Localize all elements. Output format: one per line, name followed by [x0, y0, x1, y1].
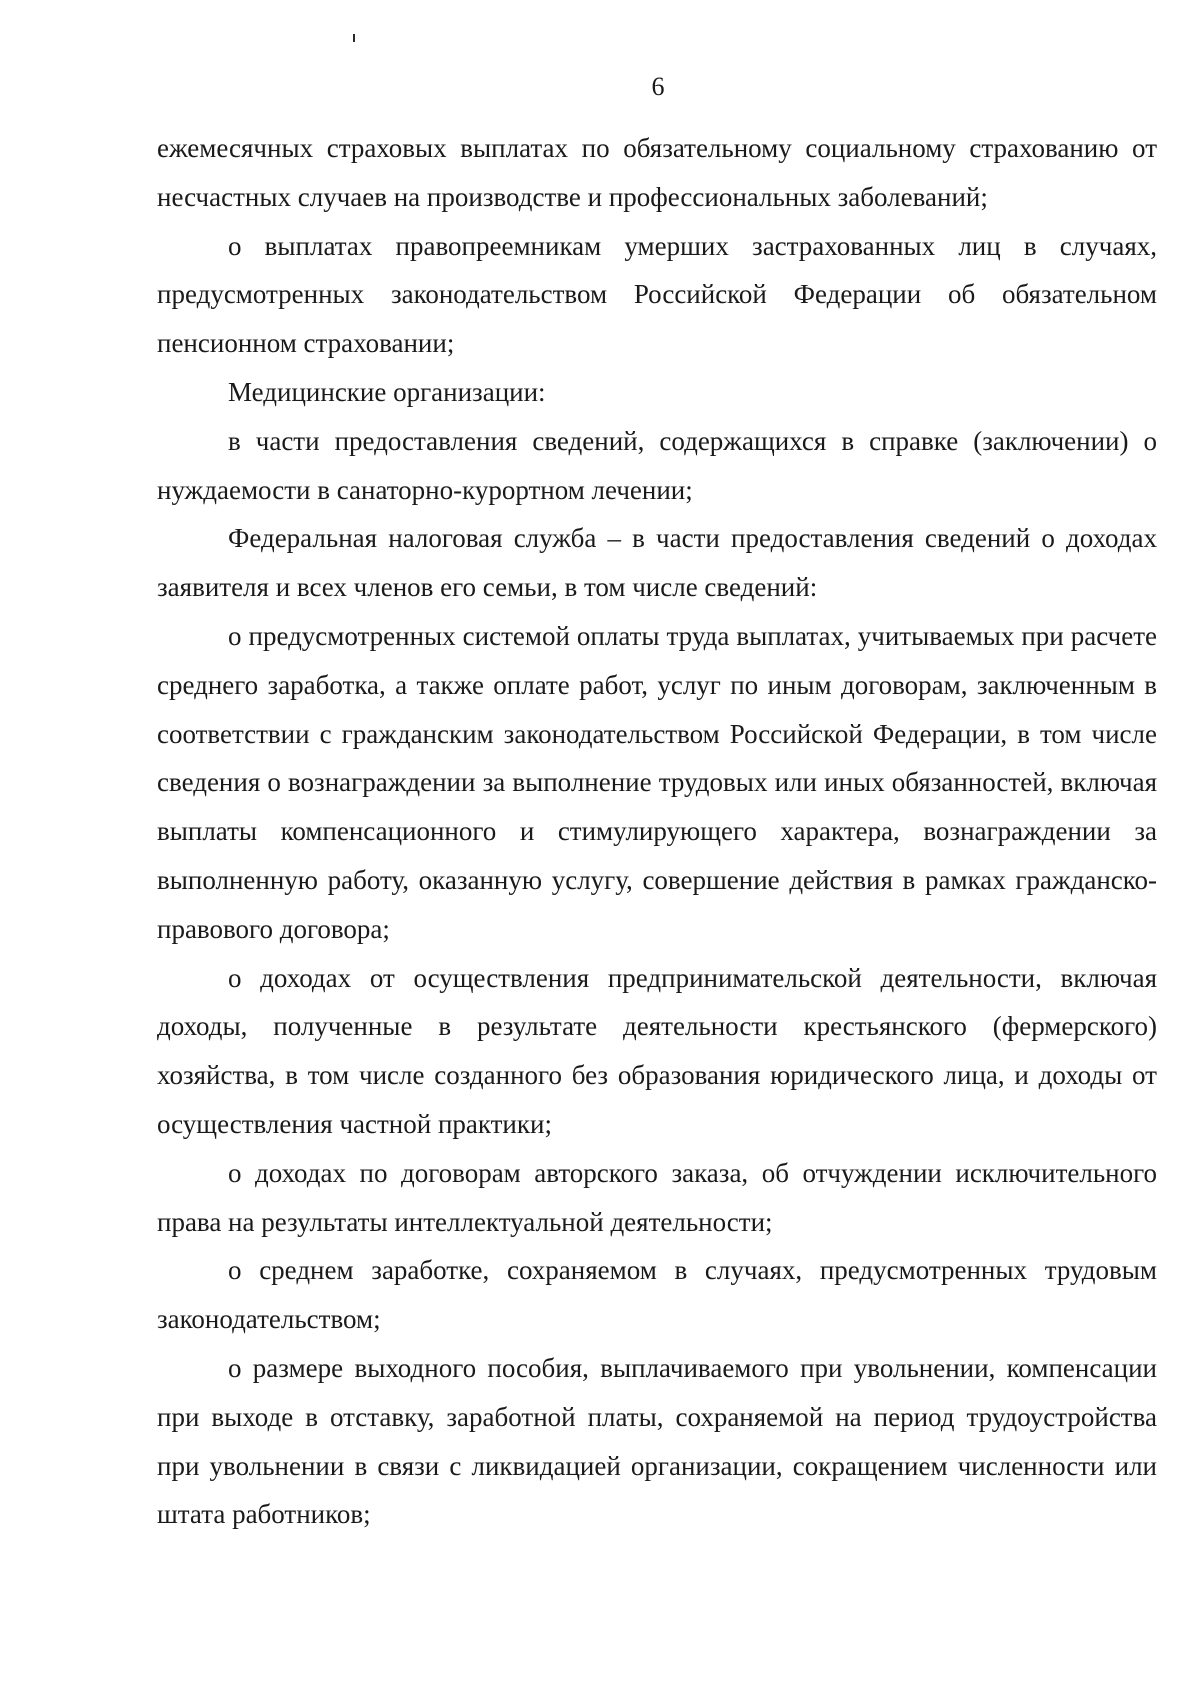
- page-number: 6: [651, 72, 665, 101]
- paragraph-7: о доходах от осуществления предпринимательской деятельности, включая доходы, полученные в результате деятельности крестьянского (фермерского) хозяйства, в том числе созданного без образования юридического лица, и доходы от осуществления частной практики;: [157, 962, 1157, 1139]
- paragraph-6: о предусмотренных системой оплаты труда выплатах, учитываемых при расчете среднего заработка, а также оплате работ, услуг по иным договорам, заключенным в соответствии с гражданским законодательством Российской Федерации, в том числе сведения о вознаграждении за выполнение трудовых или иных обязанностей, включая выплаты компенсационного и стимулирующего характера, вознаграждении за выполненную работу, оказанную услугу, совершение действия в рамках гражданско-правового договора;: [157, 620, 1157, 944]
- paragraph-3: Медицинские организации:: [228, 376, 546, 407]
- paragraph-2: о выплатах правопреемникам умерших застрахованных лиц в случаях, предусмотренных законодательством Российской Федерации об обязательном пенсионном страховании;: [157, 230, 1157, 359]
- paragraph-10: о размере выходного пособия, выплачиваемого при увольнении, компенсации при выходе в отставку, заработной платы, сохраняемой на период трудоустройства при увольнении в связи с ликвидацией организации, сокращением численности или штата работников;: [157, 1352, 1157, 1530]
- paragraph-5: Федеральная налоговая служба – в части предоставления сведений о доходах заявителя и всех членов его семьи, в том числе сведений:: [157, 523, 1157, 603]
- document-body: [157, 124, 1157, 1539]
- paragraph-1: ежемесячных страховых выплатах по обязательному социальному страхованию от несчастных случаев на производстве и профессиональных заболеваний;: [157, 133, 1157, 212]
- paragraph-8: о доходах по договорам авторского заказа, об отчуждении исключительного права на результаты интеллектуальной деятельности;: [157, 1157, 1157, 1237]
- paragraph-9: о среднем заработке, сохраняемом в случаях, предусмотренных трудовым законодательством;: [157, 1255, 1157, 1335]
- scan-artifact-mark: [353, 34, 355, 42]
- paragraph-4: в части предоставления сведений, содержащихся в справке (заключении) о нуждаемости в санаторно-курортном лечении;: [157, 425, 1157, 505]
